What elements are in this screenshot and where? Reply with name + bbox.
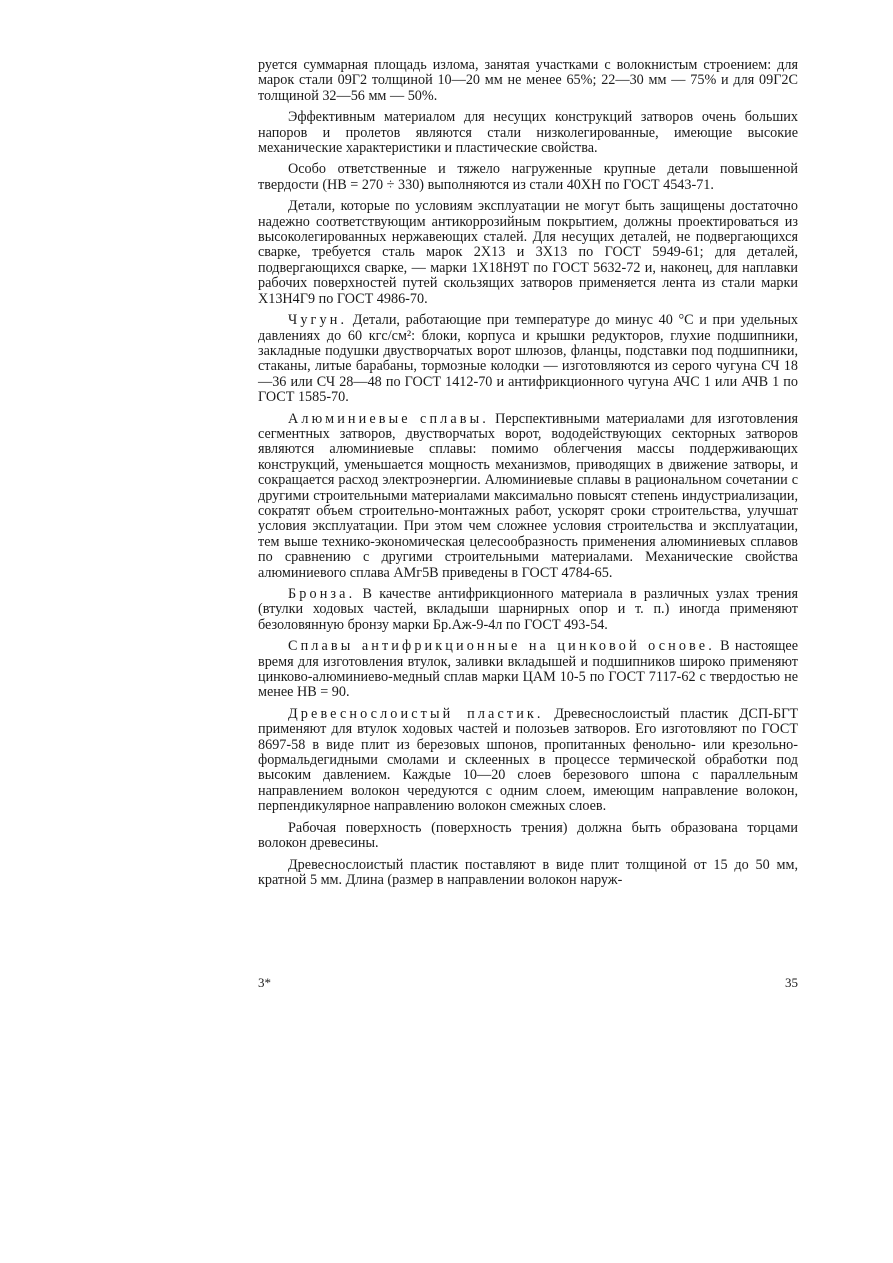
page-body <box>258 58 798 894</box>
page-footer <box>258 975 798 991</box>
paragraph-2: Эффективным материалом для несущих конструкций затворов очень больших напоров и пролетов являются стали низколегированные, имеющие высокие механические характеристики и пластические свойства. <box>258 109 798 157</box>
page-number: 35 <box>785 975 798 990</box>
signature-mark: 3* <box>258 975 271 990</box>
paragraph-3: Особо ответственные и тяжело нагруженные крупные детали повышенной твердости (HB = 270 ÷ 330) выполняются из стали 40ХН по ГОСТ 4543-71. <box>258 161 798 193</box>
paragraph-working-surface: Рабочая поверхность (поверхность трения) должна быть образована торцами волокон древесины. <box>258 819 798 852</box>
heading-bronze: Бронза. <box>288 586 356 602</box>
paragraph-cast-iron: Чугун. Детали, работающие при температуре до минус 40 °С и при удельных давлениях до 60 кгс/см²: блоки, корпуса и крышки редукторов, глухие подшипники, закладные подушки двустворчатых ворот шлюзов, фланцы, подставки под подшипники, стаканы, литые барабаны, тормозные колодки — изготовляются из серого чугуна СЧ 18—36 или СЧ 28—48 по ГОСТ 1412-70 и антифрикционного чугуна АЧС 1 или АЧВ 1 по ГОСТ 1585-70. <box>258 312 798 406</box>
paragraph-bronze: Бронза. В качестве антифрикционного материала в различных узлах трения (втулки ходовых частей, вкладыши шарнирных опор и т. п.) иногда применяют безоловянную бронзу марки Бр.Аж-9-4л по ГОСТ 493-54. <box>258 586 798 633</box>
heading-laminated-plastic: Древеснослоистый пластик. <box>288 705 544 722</box>
heading-aluminium: Алюминиевые сплавы. <box>288 410 489 427</box>
paragraph-aluminium: Алюминиевые сплавы. Перспективными материалами для изготовления сегментных затворов, двустворчатых ворот, вододействующих секторных затворов являются алюминиевые сплавы: помимо облегчения массы поддерживающих конструкций, уменьшается мощность механизмов, приводящих в движение затворы, и сокращается расход электроэнергии. Алюминиевые сплавы в рациональном сочетании с другими строительными материалами максимально повысят степень индустриализации, сократят объем строительно-монтажных работ, ускорят сроки строительства, улучшат условия эксплуатации. При этом чем сложнее условия строительства и эксплуатации, тем выше технико-экономическая целесообразность применения алюминиевых сплавов по сравнению с другими строительными материалами. Механические свойства алюминиевого сплава АМг5В приведены в ГОСТ 4784-65. <box>258 410 798 581</box>
paragraph-laminated-plastic: Древеснослоистый пластик. Древеснослоистый пластик ДСП-БГТ применяют для втулок ходовых частей и полозьев затворов. Его изготовляют по ГОСТ 8697-58 в виде плит из березовых шпонов, пропитанных фенольно- или крезольно-формальдегидными смолами и склеенных в процессе термической обработки под высоким давлением. Каждые 10—20 слоев березового шпона с параллельным направлением волокон чередуются с одним слоем, имеющим направление волокон, перпендикулярное направлению волокон смежных слоев. <box>258 705 798 815</box>
heading-zinc-alloys: Сплавы антифрикционные на цинковой основе. <box>288 638 715 655</box>
paragraph-4: Детали, которые по условиям эксплуатации не могут быть защищены достаточно надежно соответствующим антикоррозийным покрытием, должны проектироваться из высоколегированных нержавеющих сталей. Для несущих деталей, не подвергающихся сварке, требуется сталь марок 2Х13 и 3Х13 по ГОСТ 5949-61; для деталей, подвергающихся сварке, — марки 1Х18Н9Т по ГОСТ 5632-72 и, наконец, для наплавки рабочих поверхностей путей скользящих затворов применяется лента из стали марки Х13Н4Г9 по ГОСТ 4986-70. <box>258 198 798 307</box>
paragraph-supply: Древеснослоистый пластик поставляют в виде плит толщиной от 15 до 50 мм, кратной 5 мм. Длина (размер в направлении волокон наруж- <box>258 856 798 888</box>
paragraph-zinc-alloys: Сплавы антифрикционные на цинковой основе. В настоящее время для изготовления втулок, заливки вкладышей и подшипников широко применяют цинково-алюминиево-медный сплав марки ЦАМ 10-5 по ГОСТ 7117-62 с твердостью не менее HB = 90. <box>258 638 798 701</box>
heading-cast-iron: Чугун. <box>288 312 348 329</box>
paragraph-1: руется суммарная площадь излома, занятая участками с волокнистым строением: для марок стали 09Г2 толщиной 10—20 мм не менее 65%; 22—30 мм — 75% и для 09Г2С толщиной 32—56 мм — 50%. <box>258 57 798 104</box>
